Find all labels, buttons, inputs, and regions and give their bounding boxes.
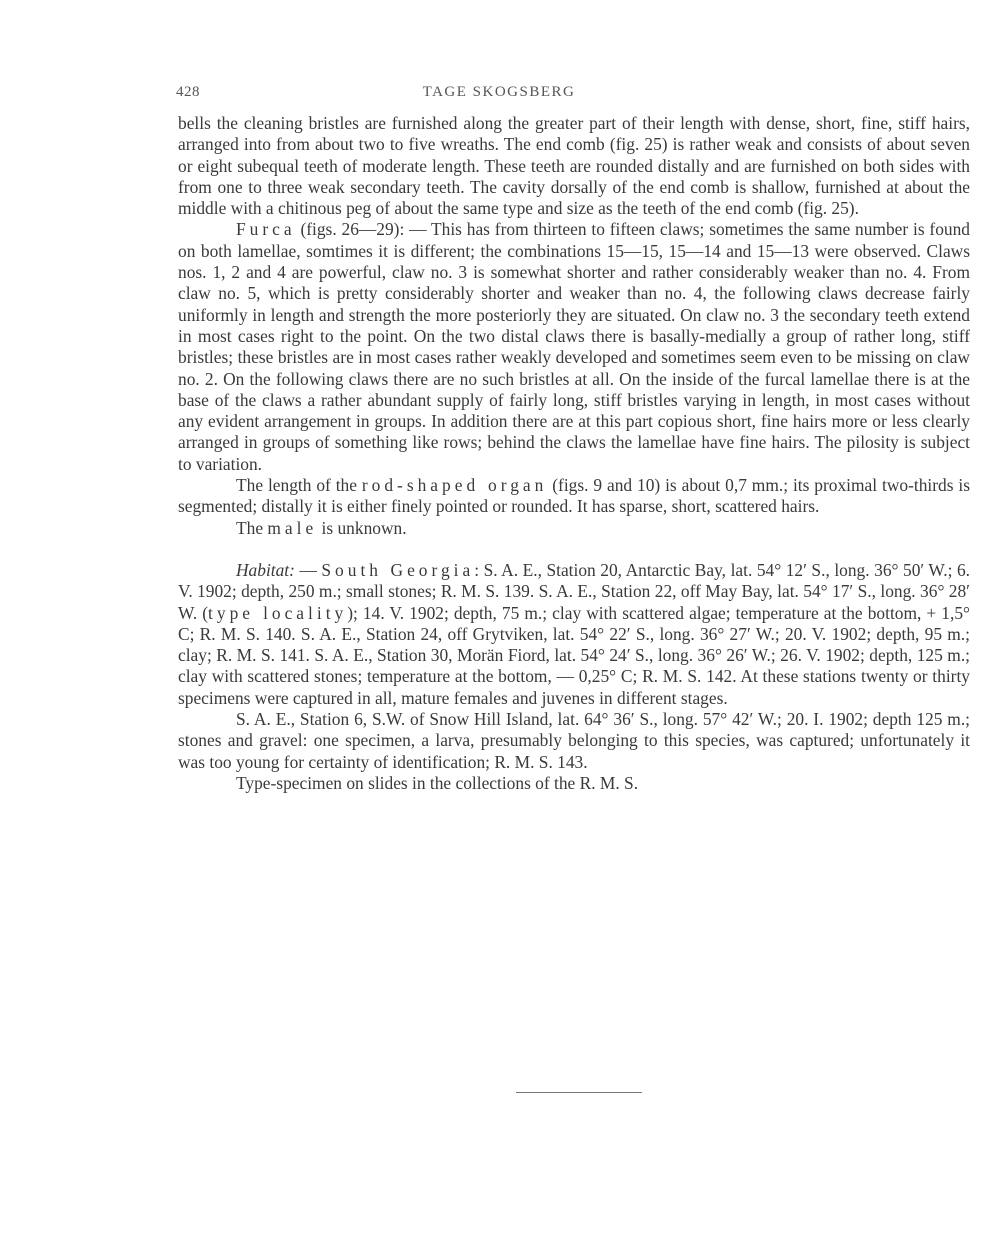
habitat-text-2: ); 14. V. 1902; depth, 75 m.; clay with scattered algae; temperature at the bottom, + 1,5° C; R. M. S. 140. S. A. E., Station 24, off Grytviken, lat. 54° 22′ S., long. 36° 27′ W.; 20. V. 1902; depth, 95 m.; clay; R. M. S. 141. S. A. E., Station 30, Morän Fiord, lat. 54° 24′ S., long. 36° 26′ W.; 26. V. 1902; depth, 125 m.; clay with scattered stones; temperature at the bottom, — 0,25° C; R. M. S. 142. At these stations twenty or thirty specimens were captured in all, mature females and juvenes in different stages. <box>178 602 971 708</box>
paragraph-station-6: S. A. E., Station 6, S.W. of Snow Hill Island, lat. 64° 36′ S., long. 57° 42′ W.; 20. I. 1902; depth 125 m.; stones and gravel: one specimen, a larva, presumably belonging to this species, was captured; unfortunately it was too young for certainty of identification; R. M. S. 143. <box>178 709 970 772</box>
body-text <box>178 113 970 794</box>
habitat-label: Habitat: <box>236 559 295 580</box>
term-south-georgia: South Georgia <box>321 559 475 580</box>
term-male: male <box>267 517 318 538</box>
page-number: 428 <box>176 84 200 100</box>
end-rule <box>516 1092 642 1093</box>
paragraph-rod-shaped-organ <box>178 475 970 518</box>
furca-text: (figs. 26—29): — This has from thirteen to fifteen claws; sometimes the same number is found on both lamellae, somtimes it is different; the combinations 15—15, 15—14 and 15—13 were observed. Claws nos. 1, 2 and 4 are powerful, claw no. 3 is somewhat shorter and rather considerably weaker than no. 4. From claw no. 5, which is pretty considerably shorter and weaker than no. 4, the following claws decrease fairly uniformly in length and strength the more posteriorly they are situated. On claw no. 3 the secondary teeth extend in most cases right to the point. On the two distal claws there is basally-medially a group of rather long, stiff bristles; these bristles are in most cases rather weakly developed and sometimes seem even to be missing on claw no. 2. On the following claws there are no such bristles at all. On the inside of the furcal lamellae there is at the base of the claws a rather abundant supply of fairly long, stiff bristles varying in length, in most cases without any evident arrangement in groups. In addition there are at this part copious short, fine hairs more or less clearly arranged in groups of something like rows; behind the claws the lamellae have fine hairs. The pilosity is subject to variation. <box>178 219 970 474</box>
rod-text: (figs. 9 and 10) is about 0,7 mm.; its proximal two-thirds is segmented; distally it is either finely pointed or rounded. It has sparse, short, scattered hairs. <box>178 475 970 517</box>
paragraph-end-comb: bells the cleaning bristles are furnished along the greater part of their length with dense, short, fine, stiff hairs, arranged into from about two to five wreaths. The end comb (fig. 25) is rather weak and consists of about seven or eight subequal teeth of moderate length. These teeth are rounded distally and are furnished on both sides with from one to three weak secondary teeth. The cavity dorsally of the end comb is shallow, furnished at about the middle with a chitinous peg of about the same type and size as the teeth of the end comb (fig. 25). <box>178 113 970 219</box>
rod-prefix: The length of the <box>236 475 362 496</box>
habitat-text-1: : S. A. E., Station 20, Antarctic Bay, lat. 54° 12′ S., long. 36° 50′ W.; 6. V. 1902; depth, 250 m.; small stones; R. M. S. 139. S. A. E., Station 22, off May Bay, lat. 54° 17′ S., long. 36° 28′ W. ( <box>178 559 970 623</box>
term-furca: Furca <box>236 219 296 240</box>
paragraph-male <box>178 518 970 539</box>
male-text: is unknown. <box>317 517 407 538</box>
term-rod-shaped-organ: rod-shaped organ <box>361 475 548 496</box>
paragraph-type-specimen: Type-specimen on slides in the collections of the R. M. S. <box>236 772 639 793</box>
habitat-dash: — <box>294 559 322 580</box>
paragraph-habitat <box>178 560 970 709</box>
running-head: TAGE SKOGSBERG <box>422 84 576 100</box>
male-prefix: The <box>236 517 268 538</box>
term-type-locality: type locality <box>208 602 348 623</box>
paragraph-furca <box>178 219 970 475</box>
